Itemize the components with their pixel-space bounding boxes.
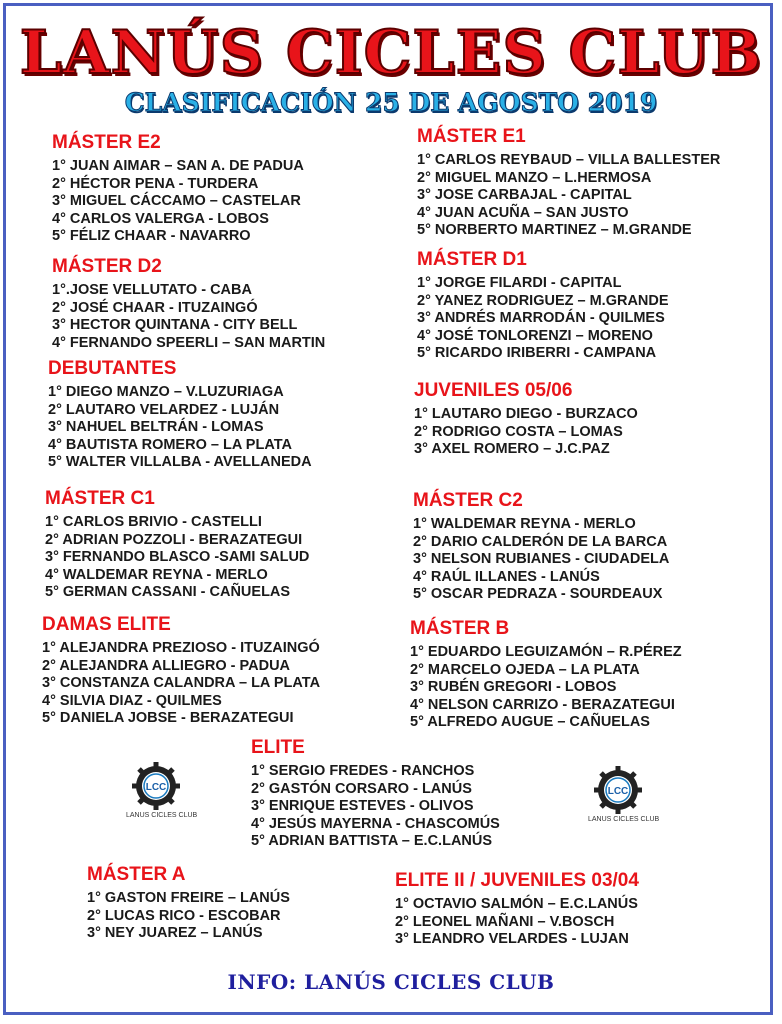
result-entry: 5° ADRIAN BATTISTA – E.C.LANÚS [251, 833, 493, 850]
result-entry: 3° MIGUEL CÁCCAMO – CASTELAR [52, 193, 301, 210]
category-title: MÁSTER D2 [52, 256, 162, 277]
result-entry: 1° ALEJANDRA PREZIOSO - ITUZAINGÓ [42, 640, 320, 656]
result-entry: 2° HÉCTOR PENA - TURDERA [52, 175, 259, 192]
result-entry: 2° GASTÓN CORSARO - LANÚS [251, 780, 472, 797]
result-entry: 4° SILVIA DIAZ - QUILMES [42, 692, 222, 709]
result-entry: 4° JUAN ACUÑA – SAN JUSTO [417, 204, 629, 221]
result-entry: 2° MIGUEL MANZO – L.HERMOSA [417, 169, 652, 186]
result-entry: 3° HECTOR QUINTANA - CITY BELL [52, 317, 298, 334]
result-entry: 5° WALTER VILLALBA - AVELLANEDA [48, 454, 312, 471]
result-entry: 5° RICARDO IRIBERRI - CAMPANA [417, 345, 657, 362]
club-logo-left [126, 762, 198, 819]
result-entry: 1° WALDEMAR REYNA - MERLO [413, 516, 636, 532]
category-master-d2 [52, 256, 325, 352]
result-entry: 3° RUBÉN GREGORI - LOBOS [410, 679, 617, 696]
result-entry: 1° DIEGO MANZO – V.LUZURIAGA [48, 384, 284, 400]
result-entry: 3° LEANDRO VELARDES - LUJAN [395, 931, 629, 948]
result-entry: 4° WALDEMAR REYNA - MERLO [45, 566, 268, 583]
result-entry: 5° DANIELA JOBSE - BERAZATEGUI [42, 710, 294, 727]
result-entry: 2° LEONEL MAÑANI – V.BOSCH [395, 913, 615, 930]
result-entry: 5° GERMAN CASSANI - CAÑUELAS [45, 584, 291, 601]
club-logo-right [588, 766, 660, 823]
result-entry: 2° ADRIAN POZZOLI - BERAZATEGUI [45, 531, 303, 548]
result-entry: 3° NAHUEL BELTRÁN - LOMAS [48, 419, 264, 436]
category-elite-ii-juveniles-03-04 [395, 870, 639, 949]
category-title: MÁSTER A [87, 864, 186, 885]
result-entry: 3° NELSON RUBIANES - CIUDADELA [413, 551, 670, 568]
result-entry: 4° CARLOS VALERGA - LOBOS [52, 210, 269, 227]
result-entry: 1° CARLOS BRIVIO - CASTELLI [45, 514, 262, 530]
logo-text: LCC [607, 786, 629, 797]
result-entry: 3° CONSTANZA CALANDRA – LA PLATA [42, 675, 321, 692]
result-entry: 2° LUCAS RICO - ESCOBAR [87, 907, 281, 924]
result-entry: 3° AXEL ROMERO – J.C.PAZ [414, 441, 610, 458]
category-damas-elite [42, 614, 320, 728]
category-elite [251, 737, 500, 851]
result-entry: 5° FÉLIZ CHAAR - NAVARRO [52, 228, 251, 245]
result-entry: 5° ALFREDO AUGUE – CAÑUELAS [410, 714, 650, 731]
result-entry: 1°.JOSE VELLUTATO - CABA [52, 282, 252, 298]
category-title: ELITE [251, 737, 305, 758]
category-juveniles-05-06 [414, 380, 638, 459]
page-title: LANÚS CICLES CLUB [19, 18, 763, 88]
category-title: DEBUTANTES [48, 358, 177, 379]
result-entry: 4° RAÚL ILLANES - LANÚS [413, 568, 600, 585]
category-master-e1 [417, 126, 720, 240]
result-entry: 1° OCTAVIO SALMÓN – E.C.LANÚS [395, 896, 638, 912]
result-entry: 2° ALEJANDRA ALLIEGRO - PADUA [42, 657, 291, 674]
result-entry: 1° GASTON FREIRE – LANÚS [87, 890, 290, 906]
result-entry: 2° YANEZ RODRIGUEZ – M.GRANDE [417, 292, 669, 309]
result-entry: 1° JORGE FILARDI - CAPITAL [417, 275, 622, 291]
result-entry: 1° LAUTARO DIEGO - BURZACO [414, 406, 638, 422]
gear-wheel-icon [594, 766, 642, 814]
category-title: MÁSTER E1 [417, 126, 526, 147]
result-entry: 2° RODRIGO COSTA – LOMAS [414, 423, 623, 440]
logo-caption: LANUS CICLES CLUB [126, 812, 198, 819]
result-entry: 3° ANDRÉS MARRODÁN - QUILMES [417, 310, 665, 327]
result-entry: 2° JOSÉ CHAAR - ITUZAINGÓ [52, 299, 258, 316]
logo-text: LCC [145, 782, 167, 793]
category-title: MÁSTER E2 [52, 132, 161, 153]
category-title: ELITE II / JUVENILES 03/04 [395, 870, 639, 891]
result-entry: 3° ENRIQUE ESTEVES - OLIVOS [251, 798, 474, 815]
category-master-c1 [45, 488, 309, 602]
result-entry: 1° CARLOS REYBAUD – VILLA BALLESTER [417, 152, 721, 168]
gear-wheel-icon [132, 762, 180, 810]
result-entry: 3° NEY JUAREZ – LANÚS [87, 925, 263, 942]
category-master-c2 [413, 490, 669, 604]
page-subtitle: CLASIFICACIÓN 25 DE AGOSTO 2019 [124, 88, 658, 117]
category-title: JUVENILES 05/06 [414, 380, 573, 401]
result-entry: 3° JOSE CARBAJAL - CAPITAL [417, 187, 632, 204]
footer-info: INFO: LANÚS CICLES CLUB [227, 970, 555, 994]
category-debutantes [48, 358, 312, 472]
result-entry: 4° FERNANDO SPEERLI – SAN MARTIN [52, 334, 326, 351]
result-entry: 1° SERGIO FREDES - RANCHOS [251, 763, 475, 779]
result-entry: 4° NELSON CARRIZO - BERAZATEGUI [410, 696, 675, 713]
result-entry: 2° LAUTARO VELARDEZ - LUJÁN [48, 401, 280, 418]
category-title: MÁSTER C2 [413, 490, 523, 511]
result-entry: 1° JUAN AIMAR – SAN A. DE PADUA [52, 158, 304, 174]
category-title: DAMAS ELITE [42, 614, 171, 635]
category-master-b [410, 618, 682, 732]
category-title: MÁSTER C1 [45, 488, 155, 509]
category-title: MÁSTER D1 [417, 249, 527, 270]
result-entry: 3° FERNANDO BLASCO -SAMI SALUD [45, 549, 310, 566]
result-entry: 4° JOSÉ TONLORENZI – MORENO [417, 327, 653, 344]
result-entry: 4° BAUTISTA ROMERO – LA PLATA [48, 436, 292, 453]
result-entry: 4° JESÚS MAYERNA - CHASCOMÚS [251, 815, 500, 832]
result-entry: 5° OSCAR PEDRAZA - SOURDEAUX [413, 586, 663, 603]
result-entry: 2° DARIO CALDERÓN DE LA BARCA [413, 533, 668, 550]
category-title: MÁSTER B [410, 618, 510, 639]
category-master-d1 [417, 249, 669, 363]
result-entry: 5° NORBERTO MARTINEZ – M.GRANDE [417, 222, 692, 239]
category-master-e2 [52, 132, 304, 246]
result-entry: 1° EDUARDO LEGUIZAMÓN – R.PÉREZ [410, 644, 682, 660]
category-master-a [87, 864, 290, 943]
logo-caption: LANUS CICLES CLUB [588, 816, 660, 823]
result-entry: 2° MARCELO OJEDA – LA PLATA [410, 661, 640, 678]
